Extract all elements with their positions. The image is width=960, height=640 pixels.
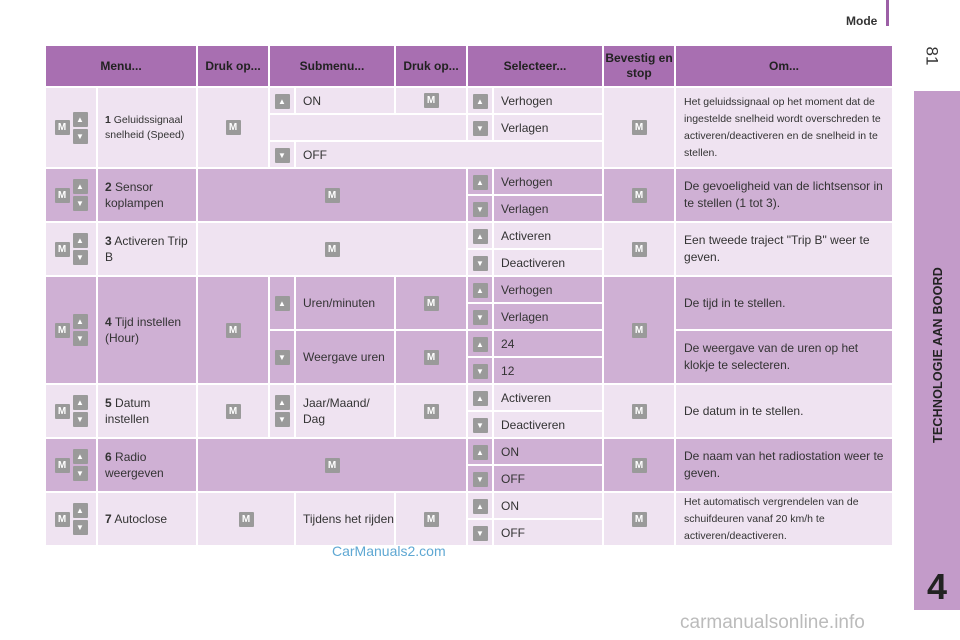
press-m-5 (197, 384, 269, 438)
m-key-icon: M (55, 458, 70, 473)
select-option: ON (493, 492, 603, 519)
chapter-number: 4 (926, 566, 948, 607)
select-option: Verlagen (493, 195, 603, 222)
m-key-icon: M (632, 188, 647, 203)
confirm-m-4 (603, 276, 675, 384)
down-arrow-icon: ▼ (473, 418, 488, 433)
purpose-2: De gevoeligheid van de lichtsensor in te stellen (1 tot 3). (675, 168, 893, 222)
purpose-6: De naam van het radiostation weer te geven. (675, 438, 893, 492)
select-option: Deactiveren (493, 411, 603, 438)
m-key-icon: M (55, 242, 70, 257)
up-arrow-icon: ▲ (473, 445, 488, 460)
confirm-m-3 (603, 222, 675, 276)
m-key-icon: M (632, 242, 647, 257)
select-option: OFF (493, 519, 603, 546)
select-arrow (467, 519, 493, 546)
up-arrow-icon: ▲ (73, 179, 88, 194)
down-arrow-icon: ▼ (473, 256, 488, 271)
select-arrow (467, 249, 493, 276)
chapter-title: TECHNOLOGIE AAN BOORD (931, 267, 945, 443)
select-arrow (467, 114, 493, 141)
submenu-hours-minutes: Uren/minuten (295, 276, 395, 330)
confirm-m-5 (603, 384, 675, 438)
submenu-arrow (269, 276, 295, 330)
up-arrow-icon: ▲ (73, 449, 88, 464)
select-option: Verhogen (493, 276, 603, 303)
up-arrow-icon: ▲ (473, 175, 488, 190)
up-arrow-icon: ▲ (73, 314, 88, 329)
press-m-sub (395, 492, 467, 546)
select-arrow (467, 222, 493, 249)
press-m-3 (197, 222, 467, 276)
down-arrow-icon: ▼ (473, 202, 488, 217)
down-arrow-icon: ▼ (73, 196, 88, 211)
press-m-6 (197, 438, 467, 492)
confirm-m-7 (603, 492, 675, 546)
m-key-icon: M (424, 512, 439, 527)
select-arrow (467, 357, 493, 384)
select-arrow (467, 195, 493, 222)
m-key-icon: M (226, 120, 241, 135)
select-option: ON (493, 438, 603, 465)
submenu-on: ON (295, 87, 395, 114)
down-arrow-icon: ▼ (275, 148, 290, 163)
select-option: OFF (493, 465, 603, 492)
select-arrow (467, 384, 493, 411)
table-row (45, 438, 893, 465)
m-key-icon: M (226, 323, 241, 338)
up-arrow-icon: ▲ (473, 337, 488, 352)
menu-keys-7 (45, 492, 97, 546)
select-option: Verlagen (493, 303, 603, 330)
up-arrow-icon: ▲ (73, 503, 88, 518)
m-key-icon: M (632, 512, 647, 527)
select-arrow (467, 168, 493, 195)
menu-label-1: 1 Geluidssignaal snelheid (Speed) (97, 87, 197, 168)
select-option: Deactiveren (493, 249, 603, 276)
m-key-icon: M (226, 404, 241, 419)
select-arrow (467, 411, 493, 438)
watermark-link[interactable]: CarManuals2.com (332, 543, 446, 559)
submenu-off: OFF (295, 141, 603, 168)
down-arrow-icon: ▼ (73, 466, 88, 481)
purpose-7: Het automatisch vergrendelen van de schuifdeuren vanaf 20 km/h te activeren/deactiveren. (675, 492, 893, 546)
select-arrow (467, 465, 493, 492)
menu-label-5: 5 Datum instellen (97, 384, 197, 438)
m-key-icon: M (632, 458, 647, 473)
table-row (45, 87, 893, 114)
purpose-4a: De tijd in te stellen. (675, 276, 893, 330)
purpose-3: Een tweede traject "Trip B" weer te geven. (675, 222, 893, 276)
m-key-icon: M (55, 120, 70, 135)
menu-keys-6 (45, 438, 97, 492)
press-m-sub (395, 330, 467, 384)
header-accent-bar (886, 0, 889, 26)
down-arrow-icon: ▼ (73, 331, 88, 346)
up-arrow-icon: ▲ (275, 296, 290, 311)
m-key-icon: M (55, 512, 70, 527)
table-row (45, 384, 893, 411)
select-option: Verhogen (493, 168, 603, 195)
submenu-arrows (269, 384, 295, 438)
m-key-icon: M (55, 188, 70, 203)
purpose-5: De datum in te stellen. (675, 384, 893, 438)
down-arrow-icon: ▼ (73, 250, 88, 265)
chapter-side-label (918, 160, 958, 550)
down-arrow-icon: ▼ (473, 121, 488, 136)
header-menu: Menu... (45, 45, 197, 87)
select-arrow (467, 492, 493, 519)
submenu-arrow (269, 330, 295, 384)
select-option: 24 (493, 330, 603, 357)
select-option: Activeren (493, 384, 603, 411)
menu-label-2: 2 Sensor koplampen (97, 168, 197, 222)
up-arrow-icon: ▲ (275, 94, 290, 109)
up-arrow-icon: ▲ (73, 395, 88, 410)
m-key-icon: M (325, 242, 340, 257)
purpose-4b: De weergave van de uren op het klokje te selecteren. (675, 330, 893, 384)
submenu-while-driving: Tijdens het rijden (295, 492, 395, 546)
up-arrow-icon: ▲ (275, 395, 290, 410)
m-key-icon: M (55, 404, 70, 419)
select-option: Activeren (493, 222, 603, 249)
m-key-icon: M (55, 323, 70, 338)
down-arrow-icon: ▼ (473, 526, 488, 541)
table-row (45, 492, 893, 519)
header-confirm: Bevestig en stop (603, 45, 675, 87)
down-arrow-icon: ▼ (73, 412, 88, 427)
menu-label-4: 4 Tijd instellen (Hour) (97, 276, 197, 384)
submenu-empty (269, 114, 467, 141)
table-row (45, 222, 893, 249)
press-m-sub (395, 87, 467, 114)
press-m-2 (197, 168, 467, 222)
select-option: 12 (493, 357, 603, 384)
m-key-icon: M (325, 188, 340, 203)
press-m-7 (197, 492, 295, 546)
m-key-icon: M (424, 350, 439, 365)
press-m-1 (197, 87, 269, 168)
down-arrow-icon: ▼ (73, 520, 88, 535)
purpose-1: Het geluidssignaal op het moment dat de ingestelde snelheid wordt overschreden te activeren/deactiveren en de snelheid in te stellen. (675, 87, 893, 168)
select-arrow (467, 87, 493, 114)
down-arrow-icon: ▼ (275, 350, 290, 365)
page-number: 81 (922, 46, 942, 66)
up-arrow-icon: ▲ (73, 233, 88, 248)
m-key-icon: M (239, 512, 254, 527)
select-arrow (467, 303, 493, 330)
submenu-arrow (269, 87, 295, 114)
table-header-row (45, 45, 893, 87)
confirm-m-1 (603, 87, 675, 168)
table-row (45, 168, 893, 195)
up-arrow-icon: ▲ (73, 112, 88, 127)
menu-label-3: 3 Activeren Trip B (97, 222, 197, 276)
down-arrow-icon: ▼ (473, 472, 488, 487)
submenu-date: Jaar/Maand/ Dag (295, 384, 395, 438)
menu-label-7: 7 Autoclose (97, 492, 197, 546)
header-press-1: Druk op... (197, 45, 269, 87)
m-key-icon: M (632, 120, 647, 135)
select-arrow (467, 330, 493, 357)
menu-label-6: 6 Radio weergeven (97, 438, 197, 492)
up-arrow-icon: ▲ (473, 94, 488, 109)
confirm-m-2 (603, 168, 675, 222)
menu-keys-5 (45, 384, 97, 438)
select-arrow (467, 438, 493, 465)
m-key-icon: M (632, 404, 647, 419)
settings-table (44, 44, 894, 547)
header-select: Selecteer... (467, 45, 603, 87)
submenu-arrow (269, 141, 295, 168)
up-arrow-icon: ▲ (473, 229, 488, 244)
down-arrow-icon: ▼ (473, 310, 488, 325)
menu-keys-1 (45, 87, 97, 168)
header-submenu: Submenu... (269, 45, 395, 87)
menu-keys-4 (45, 276, 97, 384)
m-key-icon: M (325, 458, 340, 473)
submenu-display-hours: Weergave uren (295, 330, 395, 384)
table-row (45, 276, 893, 303)
section-title: Mode (846, 14, 878, 28)
menu-keys-3 (45, 222, 97, 276)
up-arrow-icon: ▲ (473, 283, 488, 298)
press-m-sub (395, 384, 467, 438)
menu-keys-2 (45, 168, 97, 222)
up-arrow-icon: ▲ (473, 499, 488, 514)
confirm-m-6 (603, 438, 675, 492)
select-option: Verlagen (493, 114, 603, 141)
m-key-icon: M (632, 323, 647, 338)
m-key-icon: M (424, 93, 439, 108)
down-arrow-icon: ▼ (275, 412, 290, 427)
header-press-2: Druk op... (395, 45, 467, 87)
press-m-sub (395, 276, 467, 330)
press-m-4 (197, 276, 269, 384)
header-purpose: Om... (675, 45, 893, 87)
down-arrow-icon: ▼ (73, 129, 88, 144)
footer-watermark: carmanualsonline.info (680, 612, 865, 633)
m-key-icon: M (424, 296, 439, 311)
up-arrow-icon: ▲ (473, 391, 488, 406)
select-arrow (467, 276, 493, 303)
select-option: Verhogen (493, 87, 603, 114)
down-arrow-icon: ▼ (473, 364, 488, 379)
m-key-icon: M (424, 404, 439, 419)
